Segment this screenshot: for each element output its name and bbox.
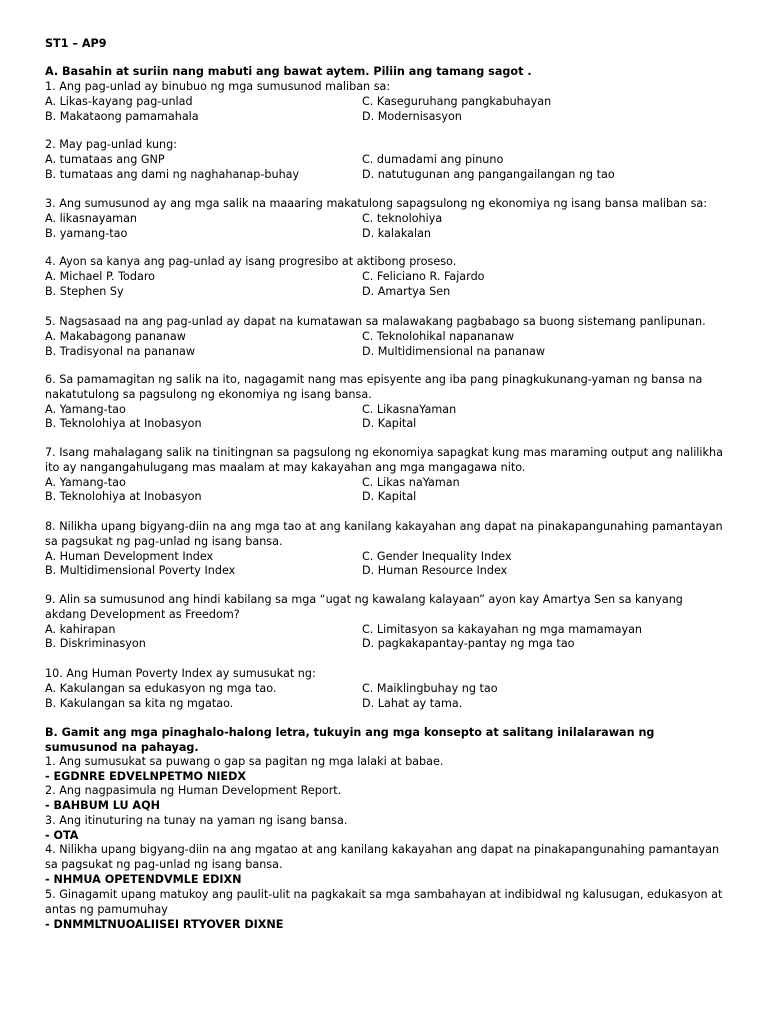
- question-5: [45, 315, 725, 359]
- jumbled-letters: - DNMMLTNUOALIISEI RTYOVER DIXNE: [45, 917, 284, 931]
- part-b-instruction: B. Gamit ang mga pinaghalo-halong letra, tukuyin ang mga konsepto at salitang inilalarawan ng sumusunod na pahayag.: [45, 726, 655, 754]
- option-c: C. Kaseguruhang pangkabuhayan: [362, 94, 552, 108]
- option-b: B. Diskriminasyon: [45, 637, 146, 651]
- question-stem: 3. Ang sumusunod ay ang mga salik na maaaring makatulong sapagsulong ng ekonomiya ng isang bansa maliban sa:: [45, 197, 708, 210]
- item-text: 4. Nilikha upang bigyang-diin na ang mgatao at ang kanilang kakayahan ang dapat na pinakapangunahing pamantayan sa pagsukat ng pag-unlad ng isang bansa.: [45, 843, 720, 871]
- option-d: D. kalakalan: [362, 226, 432, 240]
- option-a: A. Yamang-tao: [45, 402, 126, 416]
- part-b-item-4: [45, 843, 725, 887]
- jumbled-letters: - NHMUA OPETENDVMLE EDIXN: [45, 872, 242, 886]
- question-3: [45, 197, 725, 241]
- question-4: [45, 255, 725, 299]
- option-c: C. Teknolohikal napananaw: [362, 329, 515, 343]
- jumbled-letters: - OTA: [45, 828, 79, 842]
- item-text: 2. Ang nagpasimula ng Human Development Report.: [45, 784, 342, 797]
- question-stem: 8. Nilikha upang bigyang-diin na ang mga tao at ang kanilang kakayahan ang dapat na pinakapangunahing pamantayan sa pagsukat ng pag-unlad ng isang bansa.: [45, 520, 723, 548]
- jumbled-letters: - EGDNRE EDVELNPETMO NIEDX: [45, 769, 246, 783]
- part-a-instruction: A. Basahin at suriin nang mabuti ang bawat aytem. Piliin ang tamang sagot .: [45, 65, 532, 78]
- question-stem: 5. Nagsasaad na ang pag-unlad ay dapat na kumatawan sa malawakang pagbabago sa buong sistemang panlipunan.: [45, 315, 706, 328]
- option-b: B. yamang-tao: [45, 226, 128, 240]
- question-stem: 4. Ayon sa kanya ang pag-unlad ay isang progresibo at aktibong proseso.: [45, 255, 457, 268]
- option-c: C. Likas naYaman: [362, 475, 460, 489]
- question-stem: 1. Ang pag-unlad ay binubuo ng mga sumusunod maliban sa:: [45, 80, 391, 93]
- option-b: B. Stephen Sy: [45, 284, 124, 298]
- option-a: A. Michael P. Todaro: [45, 269, 156, 283]
- option-d: D. Kapital: [362, 417, 417, 431]
- option-a: A. Kakulangan sa edukasyon ng mga tao.: [45, 681, 277, 695]
- question-2: [45, 138, 725, 182]
- option-c: C. LikasnaYaman: [362, 402, 457, 416]
- part-b-item-5: [45, 888, 725, 932]
- option-d: D. Multidimensional na pananaw: [362, 344, 546, 358]
- question-1: [45, 80, 725, 124]
- option-c: C. Gender Inequality Index: [362, 549, 512, 563]
- option-b: B. Teknolohiya at Inobasyon: [45, 490, 202, 504]
- option-d: D. Modernisasyon: [362, 109, 462, 123]
- option-a: A. Human Development Index: [45, 549, 214, 563]
- jumbled-letters: - BAHBUM LU AQH: [45, 798, 160, 812]
- option-d: D. Amartya Sen: [362, 284, 451, 298]
- option-a: A. kahirapan: [45, 622, 116, 636]
- part-b-item-3: [45, 814, 725, 844]
- option-d: D. Kapital: [362, 490, 417, 504]
- option-c: C. Feliciano R. Fajardo: [362, 269, 485, 283]
- option-d: D. pagkakapantay-pantay ng mga tao: [362, 637, 575, 651]
- option-b: B. Makataong pamamahala: [45, 109, 199, 123]
- option-c: C. teknolohiya: [362, 211, 443, 225]
- question-10: [45, 667, 725, 711]
- option-b: B. tumataas ang dami ng naghahanap-buhay: [45, 167, 300, 181]
- option-a: A. likasnayaman: [45, 211, 138, 225]
- option-b: B. Teknolohiya at Inobasyon: [45, 417, 202, 431]
- option-c: C. dumadami ang pinuno: [362, 152, 504, 166]
- option-d: D. Human Resource Index: [362, 564, 508, 578]
- question-stem: 2. May pag-unlad kung:: [45, 138, 177, 151]
- option-d: D. natutugunan ang pangangailangan ng tao: [362, 167, 615, 181]
- part-b-item-2: [45, 784, 725, 814]
- question-7: [45, 446, 725, 505]
- question-stem: 10. Ang Human Poverty Index ay sumusukat ng:: [45, 667, 316, 680]
- option-b: B. Multidimensional Poverty Index: [45, 564, 236, 578]
- option-a: A. Yamang-tao: [45, 475, 126, 489]
- option-c: C. Limitasyon sa kakayahan ng mga mamamayan: [362, 622, 643, 636]
- option-a: A. Likas-kayang pag-unlad: [45, 94, 193, 108]
- option-b: B. Tradisyonal na pananaw: [45, 344, 196, 358]
- worksheet-header: ST1 – AP9: [45, 37, 107, 50]
- option-d: D. Lahat ay tama.: [362, 696, 463, 710]
- part-b-item-1: [45, 755, 725, 785]
- question-stem: 6. Sa pamamagitan ng salik na ito, nagagamit nang mas episyente ang iba pang pinagkukunang-yaman ng bansa na nakatutulong sa pagsulong ng ekonomiya ng isang bansa.: [45, 373, 703, 401]
- question-stem: 7. Isang mahalagang salik na tinitingnan sa pagsulong ng ekonomiya sapagkat kung mas maraming output ang nalilikha ito ay nangangahulugang mas maalam at may kakayahan ang mga mangagawa nito.: [45, 446, 723, 474]
- question-9: [45, 593, 725, 652]
- question-8: [45, 520, 725, 579]
- item-text: 5. Ginagamit upang matukoy ang paulit-ulit na pagkakait sa mga sambahayan at indibidwal ng kalusugan, edukasyon at antas ng pamumuhay: [45, 888, 723, 916]
- option-a: A. Makabagong pananaw: [45, 329, 186, 343]
- item-text: 3. Ang itinuturing na tunay na yaman ng isang bansa.: [45, 814, 348, 827]
- option-b: B. Kakulangan sa kita ng mgatao.: [45, 696, 234, 710]
- question-6: [45, 373, 725, 432]
- option-a: A. tumataas ang GNP: [45, 152, 165, 166]
- question-stem: 9. Alin sa sumusunod ang hindi kabilang sa mga “ugat ng kawalang kalayaan” ayon kay Amartya Sen sa kanyang akdang Development as Freedom?: [45, 593, 683, 621]
- item-text: 1. Ang sumusukat sa puwang o gap sa pagitan ng mga lalaki at babae.: [45, 755, 444, 768]
- option-c: C. Maiklingbuhay ng tao: [362, 681, 498, 695]
